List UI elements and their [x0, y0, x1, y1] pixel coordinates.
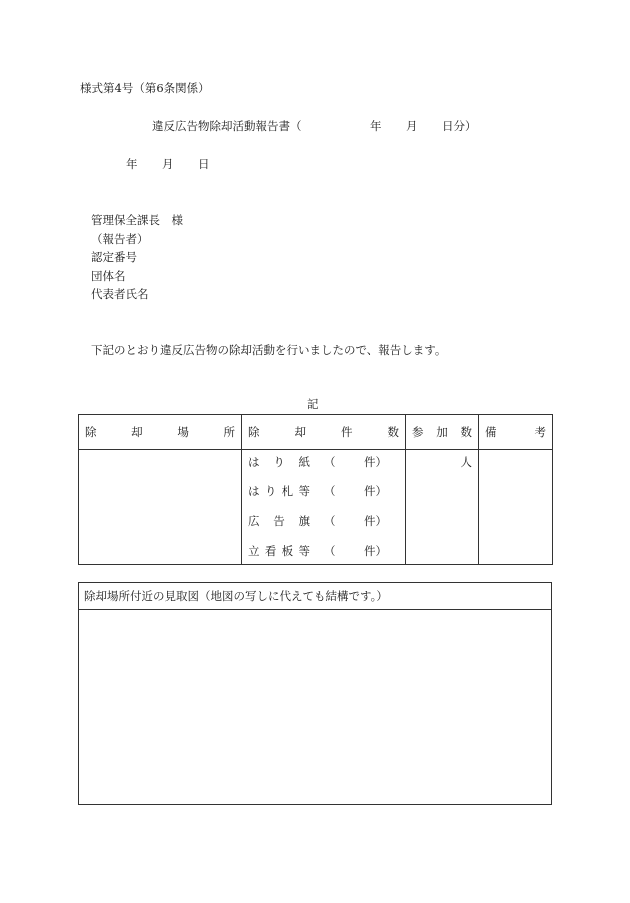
form-number: 様式第4号（第6条関係）: [80, 81, 210, 95]
intro-text: 下記のとおり違反広告物の除却活動を行いましたので、報告します。: [91, 343, 447, 357]
item-kokokuki: 広 告 旗 （ 件）: [248, 514, 387, 528]
report-title-year: 年: [370, 119, 382, 133]
header-location: 除 却 場 所: [79, 415, 242, 450]
recipient: 管理保全課長 様: [91, 213, 183, 227]
representative-label: 代表者氏名: [91, 287, 149, 301]
header-remarks: 備 考: [479, 415, 553, 450]
participants-cell: [406, 450, 479, 565]
report-title-month: 月: [406, 119, 418, 133]
addressee-block: [91, 211, 183, 304]
map-header: 除却場所付近の見取図（地図の写しに代えても結構です。）: [79, 583, 551, 610]
report-title-day: 日分）: [442, 119, 477, 133]
ki-label: 記: [307, 397, 319, 411]
date-year: 年: [126, 157, 138, 171]
map-area: [79, 610, 551, 804]
location-cell: [79, 450, 242, 565]
cert-number-label: 認定番号: [91, 250, 137, 264]
item-harifuda: は り 札 等 （ 件）: [248, 484, 387, 498]
header-count: 除 却 件 数: [242, 415, 406, 450]
map-box: [78, 582, 552, 805]
item-tatekanban: 立 看 板 等 （ 件）: [248, 544, 387, 558]
group-name-label: 団体名: [91, 268, 126, 283]
remarks-cell: [479, 450, 553, 565]
removal-table: [78, 414, 553, 565]
header-participants: 参 加 数: [406, 415, 479, 450]
count-cell: [242, 450, 406, 565]
date-month: 月: [162, 157, 174, 171]
date-day: 日: [198, 157, 210, 171]
participants-unit: 人: [460, 455, 472, 469]
report-title-main: 違反広告物除却活動報告書（: [152, 119, 302, 133]
reporter-label: （報告者）: [91, 231, 149, 246]
item-harigami: は り 紙 （ 件）: [248, 455, 387, 469]
